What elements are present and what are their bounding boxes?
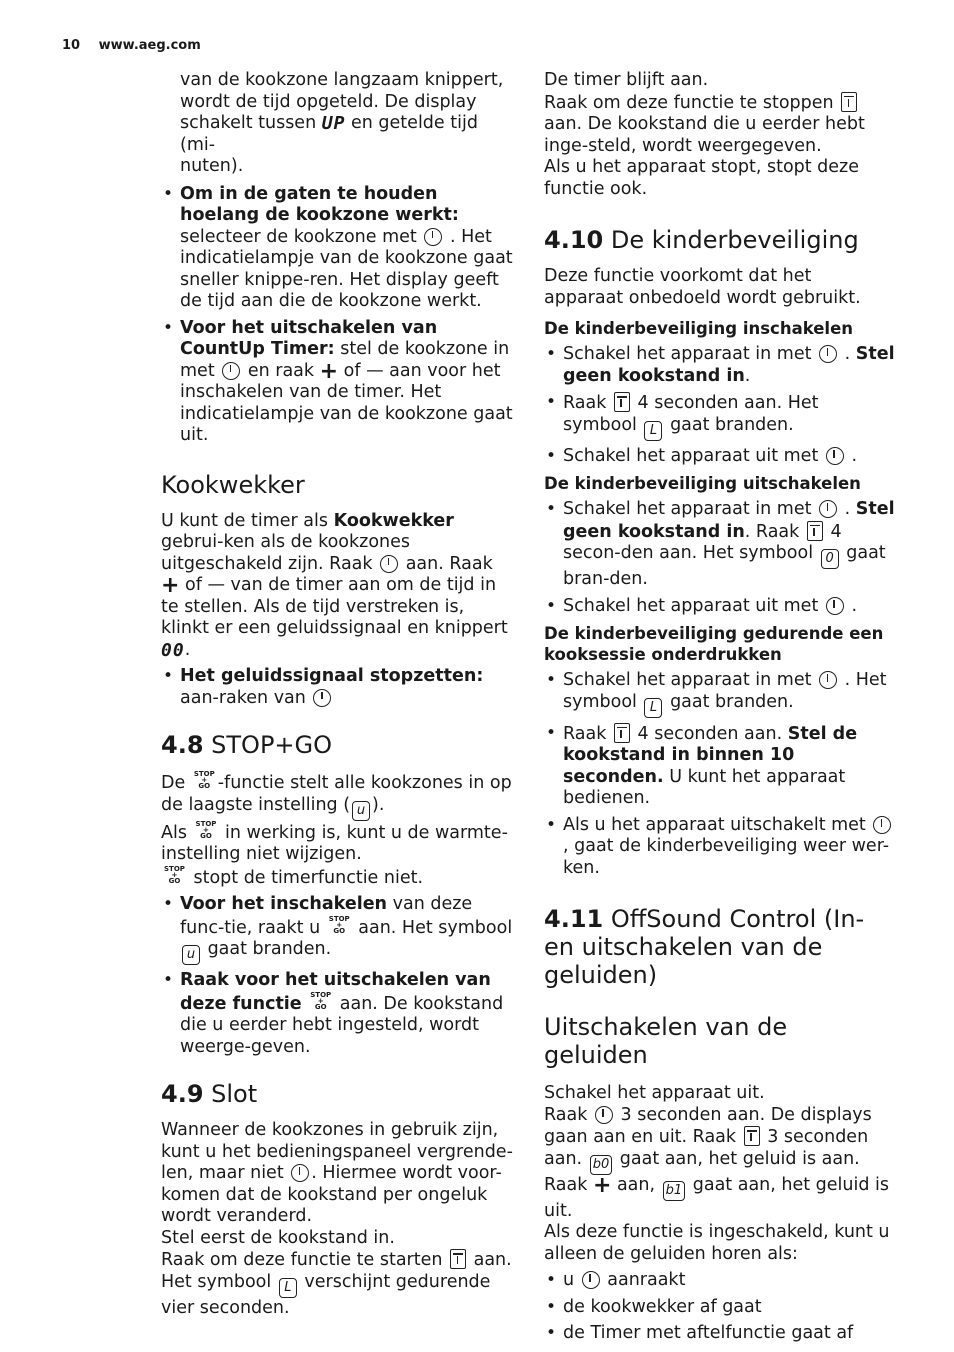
offsound-paragraph-2: Raak 3 seconden aan. De displays gaan aan en uit. Raak 3 seconden aan. b0 gaat aan, het geluid is aan. Raak + aan, b1 gaat aan, het geluid is uit. — [544, 1104, 890, 1221]
subheading-off: De kinderbeveiliging uitschakelen — [544, 474, 861, 493]
offsound-paragraph-3: Als deze functie is ingeschakeld, kunt u alleen de geluiden horen als: — [544, 1222, 890, 1264]
list-item: • de Timer met aftelfunctie gaat af — [544, 1323, 896, 1345]
up-display-icon: UP — [321, 113, 346, 134]
slot-paragraph-3: Raak om deze functie te starten aan. — [161, 1250, 512, 1270]
stop-go-icon: STOP + GO — [195, 819, 217, 840]
timer-icon — [313, 689, 331, 707]
power-icon — [873, 816, 891, 834]
power-icon — [819, 500, 837, 518]
left-column — [161, 70, 513, 1319]
section-title-slot: 4.9 Slot — [161, 1080, 258, 1108]
list-item: • Raak 4 seconden aan. Het symbool L gaat branden. — [544, 392, 896, 441]
subsection-title-sounds-off: Uitschakelen van de geluiden — [544, 1013, 788, 1069]
lock-icon — [841, 92, 857, 112]
list-item: • Voor het inschakelen van deze func-tie, raakt u STOP + GO aan. Het symbool u gaat branden. — [161, 894, 513, 965]
plus-icon: + — [319, 358, 339, 384]
section-title-kinderbeveiliging: 4.10 De kinderbeveiliging — [544, 226, 859, 254]
stopgo-paragraph-2: Als STOP + GO in werking is, kunt u de warmte-instelling niet wijzigen. — [161, 819, 508, 864]
list-item: • Schakel het apparaat in met . Het symbool L gaat branden. — [544, 670, 896, 718]
slot-paragraph-1: Wanneer de kookzones in gebruik zijn, kunt u het bedieningspaneel vergrende-len, maar niet . Hiermee wordt voor-komen dat de kookstand per ongeluk wordt veranderd. — [161, 1120, 513, 1226]
page-number: 10 — [62, 38, 81, 53]
section-title-kookwekker: Kookwekker — [161, 470, 305, 499]
list-item: • Schakel het apparaat in met . Stel geen kookstand in. Raak 4 secon-den aan. Het symbool 0 gaat bran-den. — [544, 499, 896, 591]
power-icon — [582, 1271, 600, 1289]
stop-go-icon: STOP + GO — [328, 914, 350, 935]
timer-icon — [424, 228, 442, 246]
zero-symbol-icon: 0 — [821, 549, 839, 569]
offsound-paragraph-1: Schakel het apparaat uit. — [544, 1083, 765, 1103]
list-item: • Schakel het apparaat uit met . — [544, 596, 896, 618]
subheading-override: De kinderbeveiliging gedurende een kooksessie onderdrukken — [544, 624, 884, 664]
stopgo-paragraph-3: STOP + GO stopt de timerfunctie niet. — [164, 864, 424, 888]
kinder-intro: Deze functie voorkomt dat het apparaat onbedoeld wordt gebruikt. — [544, 266, 861, 308]
list-item: • Voor het uitschakelen van CountUp Timer: stel de kookzone in met en raak + of — aan voor het inschakelen van de timer. Het indicatielampje van de kookzone gaat uit. — [161, 318, 513, 447]
kookwekker-paragraph: U kunt de timer als Kookwekker gebrui-ken als de kookzones uitgeschakeld zijn. Raak aan. Raak + of — van de timer aan om de tijd in te stellen. Als de tijd verstreken is, klinkt er een geluidssignaal en knippert 00. — [161, 510, 508, 661]
timer-paragraph-2: Raak om deze functie te stoppen aan. De kookstand die u eerder hebt inge-steld, wordt weergegeven. — [544, 92, 865, 156]
list-item: • u aanraakt — [544, 1270, 896, 1292]
list-item: • Als u het apparaat uitschakelt met , gaat de kinderbeveiliging weer wer-ken. — [544, 815, 896, 880]
stop-go-icon: STOP + GO — [193, 770, 215, 790]
timer-icon — [222, 362, 240, 380]
subheading-on: De kinderbeveiliging inschakelen — [544, 319, 854, 338]
intro-paragraph: van de kookzone langzaam knippert, wordt de tijd opgeteld. De display schakelt tussen UP en getelde tijd (mi- nuten). — [180, 70, 504, 176]
blink-display-icon: 00 — [161, 639, 185, 661]
section-title-stopgo: 4.8 STOP+GO — [161, 731, 333, 759]
power-icon — [826, 447, 844, 465]
list-item: • Raak voor het uitschakelen van deze functie STOP + GO aan. De kookstand die u eerder hebt ingesteld, wordt weerge-geven. — [161, 970, 513, 1058]
kinder-off-list — [544, 499, 896, 617]
u-symbol-icon: u — [352, 801, 370, 821]
b1-symbol-icon: b1 — [663, 1181, 686, 1201]
list-item: • Schakel het apparaat uit met . — [544, 446, 896, 468]
lock-icon — [807, 521, 823, 541]
kookwekker-list — [161, 666, 513, 709]
b0-symbol-icon: b0 — [590, 1155, 613, 1175]
lock-icon — [744, 1126, 760, 1146]
power-icon — [291, 1164, 309, 1182]
lock-icon — [614, 392, 630, 412]
lock-icon — [450, 1249, 466, 1269]
lock-icon — [614, 723, 630, 743]
power-icon — [595, 1106, 613, 1124]
page-header — [62, 38, 201, 53]
list-item: • Het geluidssignaal stopzetten: aan-raken van — [161, 666, 513, 709]
stopgo-list — [161, 894, 513, 1058]
l-symbol-icon: L — [644, 698, 662, 718]
countup-list — [161, 184, 513, 447]
plus-icon: + — [161, 573, 180, 598]
list-item: • Schakel het apparaat in met . Stel geen kookstand in. — [544, 344, 896, 387]
power-icon — [826, 597, 844, 615]
slot-paragraph-2: Stel eerst de kookstand in. — [161, 1227, 395, 1248]
timer-paragraph-3: Als u het apparaat stopt, stopt deze functie ook. — [544, 157, 860, 199]
right-column — [544, 70, 896, 1345]
l-symbol-icon: L — [279, 1278, 297, 1298]
kinder-on-list — [544, 344, 896, 467]
stop-go-icon: STOP + GO — [164, 864, 185, 885]
timer-paragraph-1: De timer blijft aan. — [544, 70, 709, 90]
list-item: • Om in de gaten te houden hoelang de kookzone werkt: selecteer de kookzone met . Het indicatielampje van de kookzone gaat sneller knippe-ren. Het display geeft de tijd aan die de kookzone werkt. — [161, 184, 513, 313]
timer-icon — [380, 555, 398, 573]
stopgo-paragraph-1: De STOP + GO -functie stelt alle kookzones in op de laagste instelling ( u ). — [161, 771, 513, 821]
section-title-offsound: 4.11 OffSound Control (In- en uitschakelen van de geluiden) — [544, 905, 865, 989]
slot-paragraph-4: Het symbool L verschijnt gedurende vier seconden. — [161, 1271, 491, 1318]
list-item: • de kookwekker af gaat — [544, 1297, 896, 1319]
power-icon — [819, 345, 837, 363]
plus-icon: + — [592, 1172, 612, 1198]
u-symbol-icon: u — [182, 945, 200, 965]
kinder-override-list — [544, 670, 896, 879]
list-item: • Raak 4 seconden aan. Stel de kookstand in binnen 10 seconden. U kunt het apparaat bedienen. — [544, 723, 896, 810]
power-icon — [819, 671, 837, 689]
site-url: www.aeg.com — [98, 38, 201, 53]
offsound-list — [544, 1270, 896, 1345]
stop-go-icon: STOP + GO — [310, 990, 332, 1011]
l-symbol-icon: L — [644, 421, 662, 441]
